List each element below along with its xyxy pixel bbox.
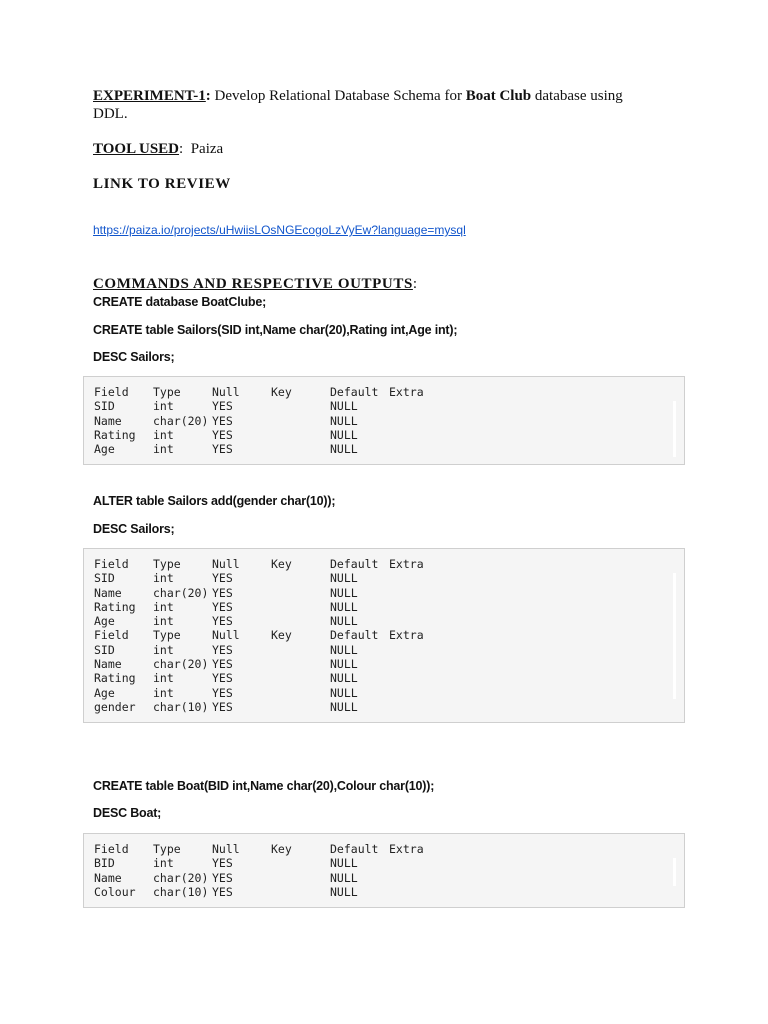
output-row [94,428,439,442]
output-cell: Key [271,557,292,571]
experiment-text-after: database using [531,88,623,104]
output-cell: int [153,599,174,614]
output-cell: YES [212,699,233,714]
review-heading: LINK TO REVIEW [93,176,231,192]
output-rows [94,842,439,899]
output-cell: YES [212,442,233,457]
output-row [94,614,439,628]
output-cell: YES [212,657,233,672]
review-link[interactable]: https://paiza.io/projects/uHwiisLOsNGEcogoLzVyEw?language=mysql [93,223,466,237]
output-cell: int [153,685,174,700]
output-cell: NULL [330,642,358,657]
output-cell: NULL [330,685,358,700]
output-cell: char(20) [153,657,209,672]
output-cell: NULL [330,884,358,899]
output-cell: SID [94,642,115,657]
commands-heading-colon: : [412,276,418,292]
output-row [94,586,439,600]
output-cell: Type [153,385,181,399]
output-cell: char(20) [153,413,209,428]
tool-label: TOOL USED [93,141,180,157]
commands-heading [93,276,653,293]
output-cell: int [153,399,174,414]
tool-colon: : [179,141,184,157]
output-cell: Age [94,685,115,700]
output-cell: Null [212,628,240,643]
commands-heading-label: COMMANDS AND RESPECTIVE OUTPUTS [93,276,413,292]
output-cell: NULL [330,427,358,442]
tool-value: Paiza [183,141,224,157]
output-cell: int [153,442,174,457]
output-scrollbar[interactable] [673,401,676,457]
output-cell: YES [212,685,233,700]
output-rows [94,385,439,456]
output-cell: Rating [94,599,136,614]
output-cell: NULL [330,599,358,614]
output-cell: Rating [94,427,136,442]
output-cell: YES [212,585,233,600]
output-cell: Default [330,842,379,856]
output-rows [94,557,439,714]
output-cell: YES [212,856,233,871]
command-create-database: CREATE database BoatClube; [93,295,267,309]
output-cell: NULL [330,870,358,885]
output-cell: YES [212,614,233,629]
tool-used [93,141,653,158]
output-cell: int [153,571,174,586]
output-row [94,856,439,870]
output-cell: BID [94,856,115,871]
output-cell: SID [94,571,115,586]
output-scrollbar[interactable] [673,573,676,699]
output-cell: Name [94,870,122,885]
output-cell: int [153,671,174,686]
output-cell: Name [94,657,122,672]
output-scrollbar[interactable] [673,858,676,886]
output-box-desc-sailors-2 [83,548,685,723]
output-cell: YES [212,642,233,657]
output-cell: Null [212,385,240,399]
output-cell: Field [94,557,129,571]
output-cell: int [153,614,174,629]
experiment-heading [93,88,653,105]
output-cell: Type [153,842,181,856]
output-cell: NULL [330,571,358,586]
output-row [94,557,439,571]
output-row [94,686,439,700]
output-row [94,399,439,413]
output-cell: char(20) [153,585,209,600]
output-cell: Key [271,628,292,643]
output-cell: Type [153,557,181,571]
output-cell: YES [212,671,233,686]
experiment-text-before: Develop Relational Database Schema for [210,88,466,104]
output-row [94,571,439,585]
output-row [94,385,439,399]
output-cell: NULL [330,671,358,686]
command-alter-sailors: ALTER table Sailors add(gender char(10)); [93,494,336,508]
output-cell: Extra [389,628,424,643]
output-cell: YES [212,599,233,614]
output-cell: Type [153,628,181,643]
output-cell: Key [271,385,292,399]
output-cell: Extra [389,385,424,399]
output-cell: YES [212,427,233,442]
output-cell: Name [94,585,122,600]
output-cell: Rating [94,671,136,686]
output-cell: YES [212,413,233,428]
output-row [94,842,439,856]
output-cell: char(10) [153,699,209,714]
output-cell: Extra [389,842,424,856]
output-box-desc-boat [83,833,685,908]
output-cell: Name [94,413,122,428]
output-row [94,643,439,657]
command-desc-sailors-2: DESC Sailors; [93,522,175,536]
command-desc-boat: DESC Boat; [93,806,162,820]
output-cell: SID [94,399,115,414]
output-cell: YES [212,870,233,885]
output-row [94,700,439,714]
output-row [94,600,439,614]
output-cell: Null [212,842,240,856]
output-box-desc-sailors-1 [83,376,685,465]
output-cell: Field [94,842,129,856]
output-row [94,657,439,671]
output-cell: char(10) [153,884,209,899]
output-cell: Default [330,557,379,571]
output-cell: NULL [330,442,358,457]
output-row [94,885,439,899]
output-cell: NULL [330,699,358,714]
command-desc-sailors: DESC Sailors; [93,350,175,364]
output-cell: int [153,642,174,657]
command-create-sailors: CREATE table Sailors(SID int,Name char(20),Rating int,Age int); [93,323,458,337]
output-cell: YES [212,571,233,586]
output-cell: Null [212,557,240,571]
output-cell: Age [94,442,115,457]
output-cell: NULL [330,614,358,629]
output-cell: Extra [389,557,424,571]
output-cell: int [153,427,174,442]
output-cell: Field [94,385,129,399]
output-row [94,414,439,428]
output-row [94,871,439,885]
output-cell: NULL [330,856,358,871]
output-cell: NULL [330,585,358,600]
output-cell: NULL [330,657,358,672]
output-cell: Default [330,628,379,643]
output-row [94,628,439,642]
output-row [94,671,439,685]
output-cell: YES [212,884,233,899]
experiment-colon: : [205,88,211,104]
command-create-boat: CREATE table Boat(BID int,Name char(20),Colour char(10)); [93,779,435,793]
output-cell: gender [94,699,136,714]
output-cell: Colour [94,884,136,899]
output-cell: Default [330,385,379,399]
output-cell: char(20) [153,870,209,885]
experiment-bold-term: Boat Club [465,88,532,104]
output-cell: NULL [330,399,358,414]
output-cell: NULL [330,413,358,428]
output-cell: YES [212,399,233,414]
output-cell: Field [94,628,129,643]
output-cell: Age [94,614,115,629]
output-cell: Key [271,842,292,856]
experiment-label: EXPERIMENT-1 [93,88,206,104]
output-cell: int [153,856,174,871]
experiment-line2: DDL. [93,106,128,122]
output-row [94,442,439,456]
